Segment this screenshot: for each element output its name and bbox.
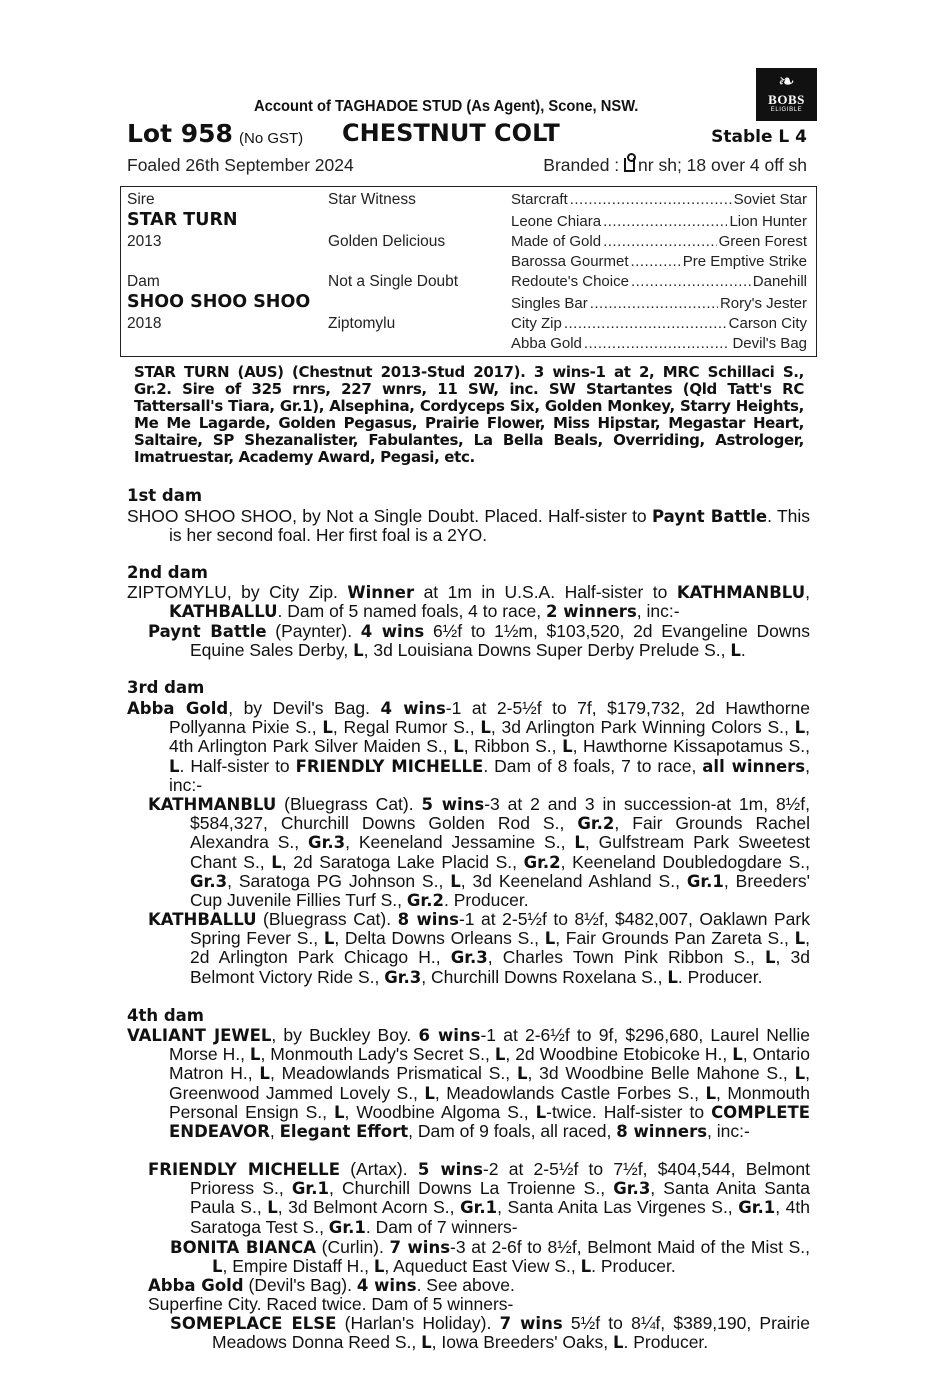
gg-dam: City Zip bbox=[511, 315, 562, 332]
third-dam-heading: 3rd dam bbox=[127, 678, 205, 697]
text-run: . See above. bbox=[416, 1275, 515, 1295]
gg-sire: Danehill bbox=[752, 273, 807, 290]
text-run: , Delta Downs Orleans S., bbox=[334, 928, 545, 949]
bold-text: L bbox=[249, 1045, 261, 1065]
fourth-dam-text bbox=[127, 1026, 810, 1141]
great-grandparents-row bbox=[511, 253, 807, 270]
text-run: (Bluegrass Cat). bbox=[276, 794, 422, 814]
text-run: , Greenwood Jammed Lovely S., bbox=[169, 1063, 810, 1103]
granddam-maternal: Ziptomylu bbox=[328, 315, 396, 332]
text-run: , inc:- bbox=[707, 1121, 750, 1142]
bold-text: Gr.3 bbox=[613, 1179, 651, 1199]
text-run: , Charles Town Pink Ribbon S., bbox=[487, 947, 766, 968]
second-dam-text bbox=[127, 583, 810, 621]
bold-text: Gr.2 bbox=[523, 852, 561, 872]
text-run: (Paynter). bbox=[266, 621, 361, 641]
bold-text: VALIANT JEWEL bbox=[127, 1026, 272, 1045]
progeny-entry bbox=[148, 1276, 810, 1295]
gg-sire: Carson City bbox=[728, 315, 807, 332]
text-run: . Dam of 7 winners- bbox=[365, 1216, 518, 1237]
bold-text: SOMEPLACE ELSE bbox=[170, 1314, 337, 1333]
gg-sire: Soviet Star bbox=[733, 191, 807, 208]
progeny-entry bbox=[148, 910, 810, 987]
vendor-account: Account of TAGHADOE STUD (As Agent), Scone, NSW. bbox=[254, 98, 639, 115]
dam-label: Dam bbox=[127, 273, 160, 290]
leader-dots bbox=[631, 253, 681, 270]
text-run: -3 at 2-6f to 8½f, Belmont Maid of the Mist S., bbox=[450, 1237, 810, 1257]
leader-dots bbox=[570, 191, 732, 208]
bold-text: L bbox=[494, 1045, 506, 1065]
granddam-paternal: Golden Delicious bbox=[328, 233, 446, 250]
progeny-entry bbox=[170, 1314, 810, 1352]
bold-text: 8 wins bbox=[397, 910, 459, 929]
text-run: . Producer. bbox=[677, 966, 763, 987]
gg-dam: Singles Bar bbox=[511, 295, 588, 312]
text-run: , Meadowlands Prismatical S., bbox=[269, 1063, 517, 1084]
gg-dam: Redoute's Choice bbox=[511, 273, 629, 290]
bold-text: BONITA BIANCA bbox=[170, 1238, 316, 1257]
bold-text: L bbox=[535, 1102, 547, 1122]
gg-dam: Barossa Gourmet bbox=[511, 253, 629, 270]
text-run: , 3d Keeneland Ashland S., bbox=[460, 870, 687, 891]
gg-sire: Green Forest bbox=[718, 233, 807, 250]
bold-text: L bbox=[705, 1083, 717, 1103]
sire-year: 2013 bbox=[127, 233, 162, 250]
gg-sire: Lion Hunter bbox=[729, 213, 807, 230]
bold-text: 5 wins bbox=[417, 1160, 483, 1179]
bold-text: L bbox=[794, 929, 806, 949]
leader-dots bbox=[590, 295, 718, 312]
bold-text: 8 winners bbox=[616, 1122, 708, 1142]
foaled-date: Foaled 26th September 2024 bbox=[127, 155, 354, 175]
bold-text: Gr.1 bbox=[460, 1198, 498, 1218]
progeny-text bbox=[148, 910, 810, 987]
great-grandparents-row bbox=[511, 213, 807, 230]
text-run: , Ribbon S., bbox=[463, 736, 563, 757]
text-run: , 3d Arlington Park Winning Colors S., bbox=[490, 717, 795, 738]
third-dam-paragraph bbox=[127, 699, 810, 795]
bold-text: L bbox=[667, 967, 678, 987]
bold-text: L bbox=[613, 1333, 624, 1353]
leader-dots bbox=[564, 315, 727, 332]
bold-text: Abba Gold bbox=[127, 699, 229, 718]
sire-summary: STAR TURN (AUS) (Chestnut 2013-Stud 2017). 3 wins-1 at 2, MRC Schillaci S., Gr.2. Sire of 325 rnrs, 227 wnrs, 11 SW, inc. SW Startantes (Qld Tatt's RC Tattersall's Tiara, Gr.1), Alsephina, Cordyceps Six, Golden Monkey, Starry Heights, Me Me Lagarde, Golden Pegasus, Prairie Flower, Miss Hipstar, Megastar Heart, Saltaire, SP Shezanalister, Fabulantes, La Bella Beals, Overriding, Astrologer, Imatruestar, Academy Award, Pegasi, etc. bbox=[134, 363, 804, 466]
bold-text: L bbox=[516, 1064, 528, 1084]
horse-description: CHESTNUT COLT bbox=[342, 119, 560, 147]
text-run: at 1m in U.S.A. Half-sister to bbox=[414, 582, 677, 602]
bold-text: Gr.1 bbox=[686, 871, 724, 891]
bold-text: L bbox=[322, 718, 333, 738]
text-run: , Gulfstream Park Sweetest Chant S., bbox=[190, 832, 811, 872]
progeny-entry bbox=[148, 795, 810, 910]
bobs-eligible-logo bbox=[756, 68, 817, 121]
gg-dam: Starcraft bbox=[511, 191, 568, 208]
bold-text: FRIENDLY MICHELLE bbox=[295, 756, 484, 776]
text-run: (Curlin). bbox=[316, 1237, 390, 1257]
gg-sire: Devil's Bag bbox=[732, 335, 807, 352]
progeny-text bbox=[148, 1160, 810, 1237]
text-run: . bbox=[740, 640, 746, 661]
stable-location: Stable L 4 bbox=[711, 127, 807, 147]
text-run: . Dam of 5 named foals, 4 to race, bbox=[277, 601, 546, 622]
text-run: , 4th Saratoga Test S., bbox=[190, 1197, 810, 1237]
bold-text: 2 winners bbox=[546, 602, 637, 622]
bold-text: 4 wins bbox=[356, 1276, 417, 1295]
text-run: . Producer. bbox=[623, 1332, 709, 1353]
leader-dots bbox=[603, 233, 717, 250]
dam-name: SHOO SHOO SHOO bbox=[127, 292, 311, 312]
text-run: . Producer. bbox=[443, 890, 529, 911]
branded-text: nr sh; 18 over 4 off sh bbox=[638, 155, 807, 175]
text-run: , Saratoga PG Johnson S., bbox=[227, 870, 451, 891]
text-run: , Keeneland Doubledogdare S., bbox=[560, 851, 810, 872]
progeny-text bbox=[148, 622, 810, 660]
text-run: , bbox=[805, 582, 811, 602]
gst-note: (No GST) bbox=[239, 130, 304, 147]
logo-text-bobs: BOBS bbox=[768, 92, 805, 107]
text-run: , 4th Arlington Park Silver Maiden S., bbox=[169, 717, 810, 757]
bold-text: Winner bbox=[347, 583, 415, 602]
bold-text: COMPLETE ENDEAVOR bbox=[169, 1102, 811, 1142]
gg-sire: Pre Emptive Strike bbox=[682, 253, 807, 270]
dam-year: 2018 bbox=[127, 315, 162, 332]
bold-text: KATHBALLU bbox=[169, 602, 278, 622]
bold-text: KATHBALLU bbox=[148, 910, 257, 929]
grandsire-maternal: Not a Single Doubt bbox=[328, 273, 459, 290]
brand-symbol-icon bbox=[624, 158, 635, 172]
bold-text: L bbox=[259, 1064, 270, 1084]
progeny-entry bbox=[170, 1238, 810, 1276]
text-run: , Hawthorne Kissapotamus S., bbox=[572, 736, 810, 757]
bold-text: L bbox=[562, 737, 573, 757]
bold-text: Gr.3 bbox=[450, 948, 488, 968]
text-run: -1 at 2-5½f to 7f, $179,732, 2d Hawthorne Pollyanna Pixie S., bbox=[169, 698, 810, 738]
text-run: , Fair Grounds Rachel Alexandra S., bbox=[190, 813, 810, 853]
great-grandparents-row bbox=[511, 315, 807, 332]
bold-text: L bbox=[765, 948, 776, 968]
sire-name: STAR TURN bbox=[127, 210, 238, 230]
lot-number: Lot 958 bbox=[127, 119, 233, 148]
bold-text: L bbox=[580, 1257, 592, 1277]
text-run: , 3d Belmont Victory Ride S., bbox=[190, 947, 810, 987]
great-grandparents-row bbox=[511, 295, 807, 312]
text-run: , Ontario Matron H., bbox=[169, 1044, 810, 1084]
progeny-text bbox=[148, 1276, 810, 1295]
text-run: ZIPTOMYLU, by City Zip. bbox=[127, 582, 348, 602]
text-run: , Churchill Downs La Troienne S., bbox=[328, 1178, 614, 1199]
text-run: , Monmouth Personal Ensign S., bbox=[169, 1082, 811, 1122]
text-run: , Monmouth Lady's Secret S., bbox=[260, 1044, 495, 1065]
bold-text: Gr.1 bbox=[328, 1217, 366, 1237]
bold-text: Gr.3 bbox=[190, 871, 228, 891]
progeny-text bbox=[170, 1314, 810, 1352]
bold-text: L bbox=[267, 1198, 278, 1218]
text-run: (Devil's Bag). bbox=[243, 1275, 357, 1295]
text-run: Superfine City. Raced twice. Dam of 5 winners- bbox=[148, 1294, 514, 1314]
text-run: -1 at 2-5½f to 8½f, $482,007, Oaklawn Park Spring Fever S., bbox=[190, 909, 810, 949]
great-grandparents-row bbox=[511, 273, 807, 290]
text-run: . This is her second foal. Her first foal is a 2YO. bbox=[169, 506, 811, 546]
text-run: -twice. Half-sister to bbox=[546, 1101, 712, 1122]
fourth-dam-paragraph bbox=[127, 1026, 810, 1141]
great-grandparents-row bbox=[511, 191, 807, 208]
text-run: , Churchill Downs Roxelana S., bbox=[421, 966, 668, 987]
progeny-text bbox=[148, 795, 810, 910]
text-run: 6½f to 1½m, $103,520, 2d Evangeline Downs Equine Sales Derby, bbox=[190, 621, 810, 661]
bold-text: 7 wins bbox=[499, 1314, 563, 1333]
text-run: , 3d Belmont Acorn S., bbox=[277, 1197, 461, 1218]
branded-label: Branded : bbox=[543, 155, 620, 175]
text-run: . Dam of 8 foals, 7 to race, bbox=[483, 755, 703, 776]
text-run: , inc:- bbox=[169, 755, 810, 795]
bold-text: L bbox=[212, 1257, 223, 1277]
text-run: , Meadowlands Castle Forbes S., bbox=[434, 1082, 706, 1103]
bold-text: Gr.3 bbox=[384, 967, 422, 987]
bold-text: L bbox=[794, 718, 806, 738]
bold-text: L bbox=[373, 1257, 385, 1277]
text-run: (Artax). bbox=[339, 1159, 418, 1179]
text-run: . Producer. bbox=[591, 1256, 676, 1277]
gg-dam: Made of Gold bbox=[511, 233, 602, 250]
bold-text: Gr.1 bbox=[291, 1179, 329, 1199]
text-run: , Aqueduct East View S., bbox=[384, 1256, 581, 1277]
bold-text: FRIENDLY MICHELLE bbox=[148, 1160, 340, 1179]
bold-text: Paynt Battle bbox=[651, 507, 768, 526]
bold-text: L bbox=[353, 641, 364, 661]
text-run: , 2d Saratoga Lake Placid S., bbox=[281, 851, 524, 872]
logo-text-eligible: ELIGIBLE bbox=[770, 107, 803, 113]
text-run: , Fair Grounds Pan Zareta S., bbox=[555, 928, 795, 949]
bold-text: L bbox=[450, 871, 461, 891]
bold-text: Paynt Battle bbox=[148, 622, 267, 641]
bold-text: L bbox=[424, 1083, 435, 1103]
bold-text: 5 wins bbox=[421, 795, 485, 814]
gg-sire: Rory's Jester bbox=[719, 295, 807, 312]
progeny-text bbox=[170, 1238, 810, 1276]
bold-text: 4 wins bbox=[360, 622, 425, 641]
bold-text: all winners bbox=[702, 756, 806, 776]
text-run: -2 at 2-5½f to 7½f, $404,544, Belmont Prioress S., bbox=[190, 1159, 810, 1199]
bold-text: L bbox=[794, 1064, 806, 1084]
leader-dots bbox=[631, 273, 751, 290]
bold-text: Gr.1 bbox=[738, 1198, 776, 1218]
text-run: (Harlan's Holiday). bbox=[336, 1313, 500, 1333]
bold-text: L bbox=[732, 1045, 743, 1065]
progeny-entry bbox=[148, 1160, 810, 1237]
gg-dam: Leone Chiara bbox=[511, 213, 602, 230]
text-run: , Empire Distaff H., bbox=[222, 1256, 374, 1277]
bold-text: Abba Gold bbox=[148, 1276, 244, 1295]
text-run: , by Devil's Bag. bbox=[228, 698, 381, 718]
great-grandparents-row bbox=[511, 233, 807, 250]
text-run: , Keeneland Jessamine S., bbox=[345, 832, 575, 853]
bold-text: L bbox=[333, 1102, 345, 1122]
text-run: , inc:- bbox=[636, 601, 680, 622]
text-run: , Santa Anita Santa Paula S., bbox=[190, 1178, 810, 1218]
first-dam-text bbox=[127, 507, 810, 545]
progeny-text bbox=[148, 1295, 810, 1314]
bold-text: 6 wins bbox=[418, 1026, 481, 1045]
bold-text: Gr.2 bbox=[406, 891, 444, 911]
first-dam-heading: 1st dam bbox=[127, 486, 203, 505]
gg-dam: Abba Gold bbox=[511, 335, 582, 352]
text-run: -1 at 2-6½f to 9f, $296,680, Laurel Nellie Morse H., bbox=[169, 1025, 810, 1065]
text-run: , Breeders' Cup Juvenile Fillies Turf S., bbox=[190, 870, 810, 911]
text-run: , 3d Woodbine Belle Mahone S., bbox=[527, 1063, 795, 1084]
text-run: , 3d Louisiana Downs Super Derby Prelude S., bbox=[363, 640, 731, 661]
text-run: , Iowa Breeders' Oaks, bbox=[431, 1332, 614, 1353]
leader-dots bbox=[603, 213, 727, 230]
second-dam-paragraph bbox=[127, 583, 810, 621]
bold-text: L bbox=[169, 756, 180, 776]
bold-text: Gr.2 bbox=[577, 814, 615, 834]
text-run: SHOO SHOO SHOO, by Not a Single Doubt. Placed. Half-sister to bbox=[127, 506, 652, 526]
bold-text: L bbox=[271, 852, 282, 872]
third-dam-text bbox=[127, 699, 810, 795]
bold-text: 4 wins bbox=[380, 699, 446, 718]
first-dam-paragraph bbox=[127, 507, 810, 545]
sire-label: Sire bbox=[127, 191, 155, 208]
bold-text: KATHMANBLU bbox=[148, 795, 277, 814]
bold-text: L bbox=[544, 929, 556, 949]
bold-text: L bbox=[453, 737, 464, 757]
bold-text: L bbox=[730, 641, 741, 661]
bold-text: KATHMANBLU bbox=[676, 583, 806, 602]
horse-icon: ❧ bbox=[778, 71, 795, 93]
progeny-entry bbox=[148, 1295, 810, 1314]
great-grandparents-row bbox=[511, 335, 807, 352]
bold-text: L bbox=[480, 718, 491, 738]
bold-text: L bbox=[421, 1333, 432, 1353]
text-run: , by Buckley Boy. bbox=[271, 1025, 419, 1045]
bold-text: L bbox=[574, 833, 585, 853]
second-dam-heading: 2nd dam bbox=[127, 563, 208, 582]
text-run: 5½f to 8¼f, $389,190, Prairie Meadows Donna Reed S., bbox=[212, 1313, 811, 1353]
text-run: (Bluegrass Cat). bbox=[256, 909, 398, 929]
fourth-dam-heading: 4th dam bbox=[127, 1006, 204, 1025]
text-run: , 2d Woodbine Etobicoke H., bbox=[505, 1044, 733, 1065]
progeny-entry bbox=[148, 622, 810, 660]
brand-info bbox=[543, 155, 807, 176]
bold-text: Gr.3 bbox=[308, 833, 346, 853]
text-run: -3 at 2 and 3 in succession-at 1m, 8½f, $584,327, Churchill Downs Golden Rod S., bbox=[190, 794, 811, 834]
text-run: , Dam of 9 foals, all raced, bbox=[408, 1121, 617, 1142]
bold-text: Elegant Effort bbox=[279, 1122, 409, 1142]
text-run: . Half-sister to bbox=[179, 755, 296, 776]
text-run: , Woodbine Algoma S., bbox=[344, 1101, 536, 1122]
bold-text: 7 wins bbox=[389, 1238, 451, 1257]
text-run: , bbox=[269, 1121, 280, 1142]
bold-text: L bbox=[323, 929, 335, 949]
grandsire-paternal: Star Witness bbox=[328, 191, 416, 208]
leader-dots bbox=[584, 335, 731, 352]
text-run: , 2d Arlington Park Chicago H., bbox=[190, 928, 810, 968]
text-run: , Santa Anita Las Virgenes S., bbox=[497, 1197, 739, 1218]
text-run: , Regal Rumor S., bbox=[332, 717, 481, 738]
